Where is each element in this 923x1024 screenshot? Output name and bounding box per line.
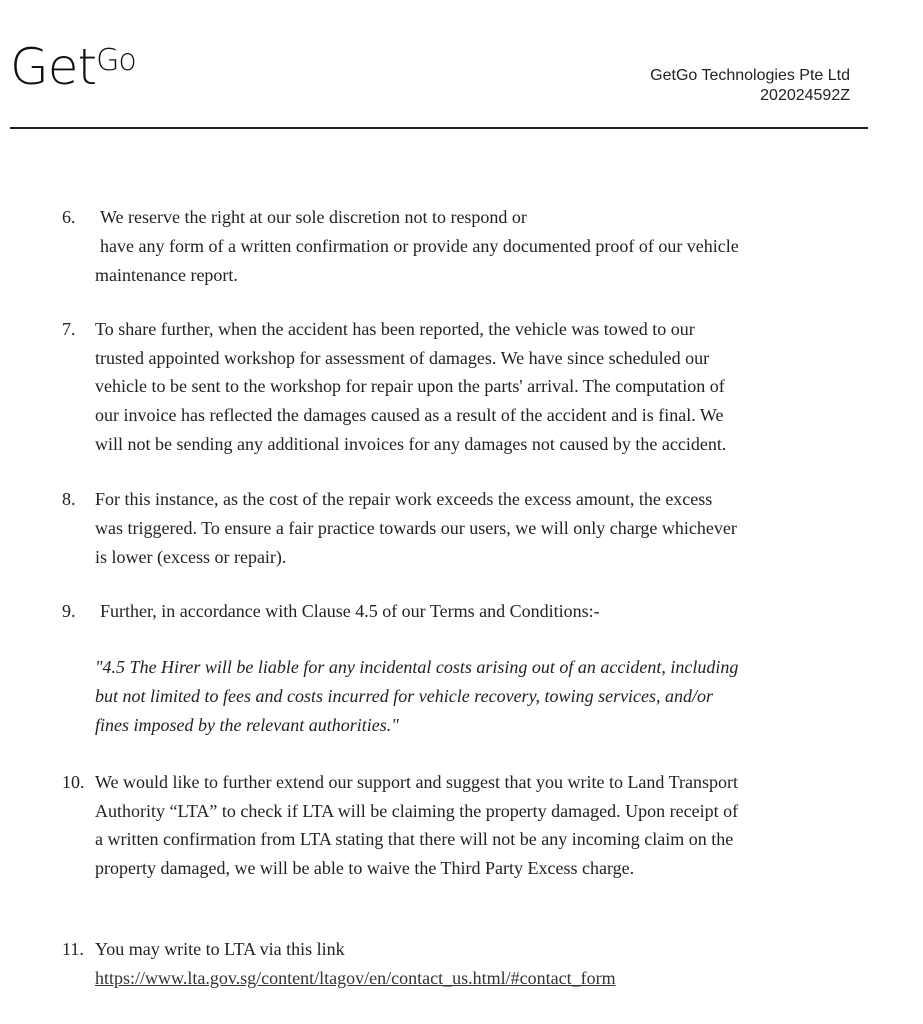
item-line: To share further, when the accident has been reported, the vehicle was towed to our [95, 319, 695, 339]
header-divider [10, 127, 868, 129]
item-line: will not be sending any additional invoices for any damages not caused by the accident. [95, 434, 727, 454]
getgo-logo [10, 38, 136, 96]
logo-main-text: Get [10, 38, 97, 96]
company-info [650, 66, 850, 106]
quoted-clause-line: but not limited to fees and costs incurred for vehicle recovery, towing services, and/or [95, 686, 714, 706]
item-line: is lower (excess or repair). [95, 547, 287, 567]
item-line: our invoice has reflected the damages caused as a result of the accident and is final. We [95, 405, 724, 425]
item-line: property damaged, we will be able to waive the Third Party Excess charge. [95, 858, 635, 878]
item-number: 11. [62, 939, 84, 959]
item-line: You may write to LTA via this link [95, 939, 345, 959]
item-line: maintenance report. [95, 265, 238, 285]
company-name: GetGo Technologies Pte Ltd [650, 67, 850, 84]
item-number: 9. [62, 601, 76, 621]
quoted-clause-line: fines imposed by the relevant authorities." [95, 715, 399, 735]
item-line: We reserve the right at our sole discretion not to respond or [100, 207, 527, 227]
item-line: have any form of a written confirmation or provide any documented proof of our vehicle [100, 236, 739, 256]
item-line: We would like to further extend our support and suggest that you write to Land Transport [95, 772, 738, 792]
item-line: For this instance, as the cost of the repair work exceeds the excess amount, the excess [95, 489, 713, 509]
item-line: Further, in accordance with Clause 4.5 of our Terms and Conditions:- [100, 601, 600, 621]
item-number: 10. [62, 772, 85, 792]
company-registration: 202024592Z [760, 87, 850, 104]
item-line: trusted appointed workshop for assessment of damages. We have since scheduled our [95, 348, 710, 368]
item-line: Authority “LTA” to check if LTA will be claiming the property damaged. Upon receipt of [95, 801, 739, 821]
item-number: 6. [62, 207, 76, 227]
item-number: 7. [62, 319, 76, 339]
item-line: vehicle to be sent to the workshop for repair upon the parts' arrival. The computation of [95, 376, 725, 396]
lta-contact-link[interactable]: https://www.lta.gov.sg/content/ltagov/en/contact_us.html/#contact_form [95, 968, 616, 988]
item-line: was triggered. To ensure a fair practice towards our users, we will only charge whichever [95, 518, 737, 538]
item-number: 8. [62, 489, 76, 509]
item-line: a written confirmation from LTA stating that there will not be any incoming claim on the [95, 829, 734, 849]
quoted-clause-line: "4.5 The Hirer will be liable for any incidental costs arising out of an accident, including [95, 657, 739, 677]
logo-sup-text: Go [96, 43, 136, 78]
